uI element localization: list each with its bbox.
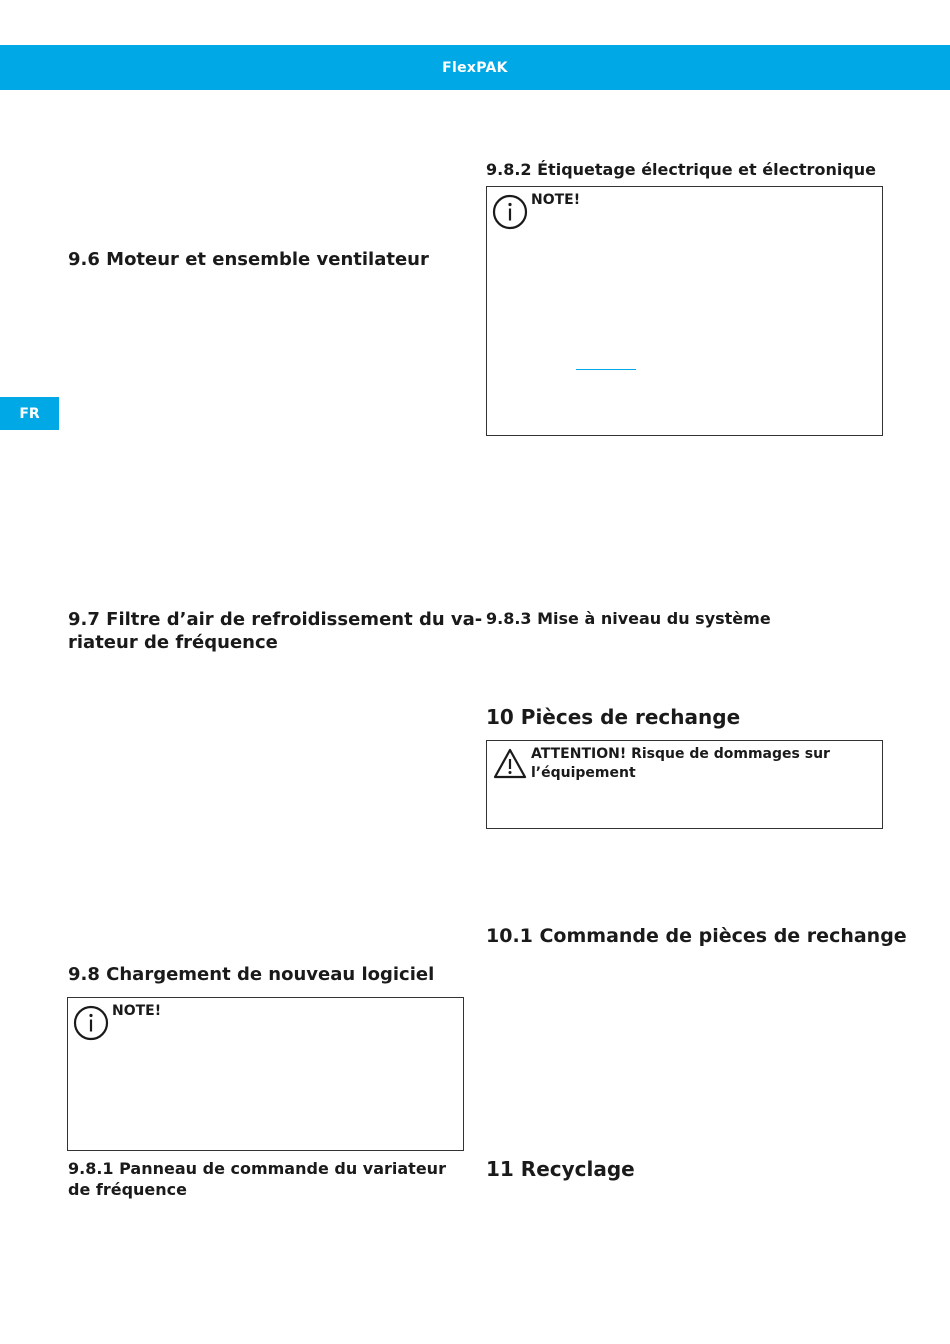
warning-box-10 (486, 740, 883, 829)
section-9-8-2-heading: 9.8.2 Étiquetage électrique et électronique (486, 160, 877, 179)
note-label: NOTE! (531, 192, 581, 208)
section-11-heading: 11 Recyclage (486, 1157, 635, 1181)
info-circle-icon (73, 1005, 109, 1041)
language-tab: FR (0, 397, 59, 430)
section-9-8-1-heading-line2: de fréquence (68, 1180, 187, 1199)
section-9-8-1-heading-line1: 9.8.1 Panneau de commande du variateur (68, 1159, 446, 1178)
warning-triangle-icon (492, 746, 528, 782)
note-box-9-8 (67, 997, 464, 1151)
section-9-7-heading-line2: riateur de fréquence (68, 632, 278, 653)
section-9-6-heading: 9.6 Moteur et ensemble ventilateur (68, 249, 429, 270)
warning-label-line1: ATTENTION! Risque de dommages sur (531, 746, 830, 762)
section-9-8-3-heading: 9.8.3 Mise à niveau du système (486, 609, 771, 628)
header-bar (0, 45, 950, 90)
note-label: NOTE! (112, 1003, 162, 1019)
note-box-9-8-2 (486, 186, 883, 436)
warning-label-line2: l’équipement (531, 765, 636, 781)
section-9-7-heading-line1: 9.7 Filtre d’air de refroidissement du va- (68, 609, 483, 630)
section-10-1-heading: 10.1 Commande de pièces de rechange (486, 925, 907, 947)
header-title: FlexPAK (442, 59, 508, 76)
section-10-heading: 10 Pièces de rechange (486, 705, 741, 729)
section-9-8-heading: 9.8 Chargement de nouveau logiciel (68, 964, 435, 985)
info-circle-icon (492, 194, 528, 230)
hyperlink-underline[interactable] (576, 369, 636, 370)
